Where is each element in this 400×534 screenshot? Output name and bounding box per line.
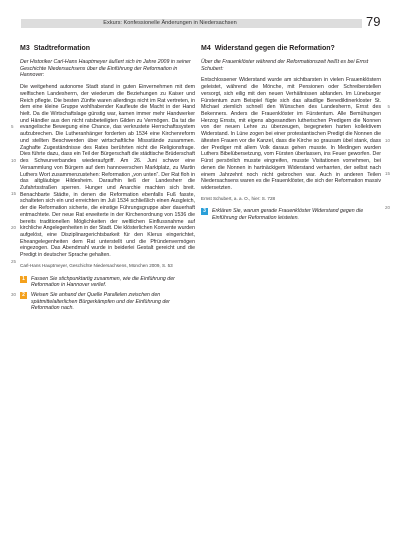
line-number: 20 xyxy=(11,225,17,231)
line-number: 15 xyxy=(384,171,390,177)
task-text: Fassen Sie stichpunktartig zusammen, wie die Einführung der Reformation in Hannover verlief. xyxy=(31,275,175,289)
m4-heading xyxy=(201,44,381,54)
line-number: 10 xyxy=(384,138,390,144)
m3-source: Carl-Hans Hauptmeyer, Geschichte Niedersachsens, München 2009, S. 53 xyxy=(20,262,173,268)
m4-section xyxy=(201,44,390,225)
m4-intro: Über die Frauenklöster während der Reformationszeit heißt es bei Ernst Schubert: xyxy=(201,59,369,72)
m4-title: Widerstand gegen die Reformation? xyxy=(214,45,335,52)
line-number: 5 xyxy=(387,104,390,110)
m3-title: Stadtreformation xyxy=(33,45,91,52)
m4-source: Ernst Schubert, a. a. O., hier: S. 728 xyxy=(201,195,276,201)
page-number: 79 xyxy=(366,14,381,29)
m4-number: M4 xyxy=(201,45,211,52)
line-number: 25 xyxy=(11,259,17,265)
task-text: Erklären Sie, warum gerade Frauenklöster Widerstand gegen die Einführung der Reformation leisteten. xyxy=(212,208,364,222)
line-number: 5 xyxy=(11,124,14,130)
m3-number: M3 xyxy=(20,45,30,52)
task-text: Weisen Sie anhand der Quelle Parallelen zwischen den spätmittelalterlichen Bürgerkämpfen und der Einführung der Reformation nach. xyxy=(31,292,170,312)
line-number: 10 xyxy=(11,158,17,164)
line-number: 30 xyxy=(11,292,17,298)
m3-heading xyxy=(20,44,195,54)
task-1 xyxy=(20,276,195,289)
m4-body-text: Entschlossener Widerstand wurde am sichtbarsten in vielen Frauenklöstern geleistet, während die Mönche, mit Pensionen oder Schreiberstellen versorgt, sich eilig mit den neuen Verhältnissen abfanden. Im Lüneburger Fürstentum zum Beispiel fügte sich das altadlige Benediktinerkloster St. Michael ziemlich schnell den Wünschen des Landesherrn, Ernst des Bekenners. Anders die Frauenklöster im Fürstentum. Alle Bemühungen Herzog Ernsts, mit eigens abgesandten lutherischen Predigern die Nonnen von der neuen Lehre zu überzeugen, begegneten harten kollektivem Widerstand. In Lüne zogen bei einer protestantischen Predigt die Nonnen die ältesten Frauen vor die Kanzel, dass die Kirche so grausam übel stank, dass der Prediger mit allem Volk daraus gehen musste. In Medingen wurden Luthers Bibelübersetzung, vom Fürsten überlassen, ins Feuer geworfen. Der Fürst persönlich musste eingreifen, musste Visitationen vornehmen, bei denen die Nonnen in hartnäckigem Widerstand verharrten, der selbst nach einem Jahrzehnt noch nicht gebrochen war. Auch in anderen Teilen Niedersachsens waren es die Frauenklöster, die sich der Reformation massiv widersetzten. xyxy=(201,77,381,191)
line-number: 20 xyxy=(384,205,390,211)
line-number: 15 xyxy=(11,191,17,197)
task-2 xyxy=(20,292,195,312)
task-3 xyxy=(201,208,381,221)
task-number-badge: 3 xyxy=(201,208,208,215)
m3-intro: Der Historiker Carl-Hans Hauptmeyer äußert sich im Jahre 2009 in seiner Geschichte Niedersachsens über die Einführung der Reformation in Hannover: xyxy=(20,59,191,79)
page-header xyxy=(0,0,400,30)
task-number-badge: 1 xyxy=(20,276,27,283)
m3-body-text: Die weitgehend autonome Stadt stand in guten Einvernehmen mit dem welfischen Landesherrn, der wiederum die Beziehungen zu Kaiser und Reich pflegte. Die besten Zünfte waren allerdings nicht im Rat vertreten, in dem eine kleine Gruppe wohlhabender Kaufleute die Macht in der Hand hielt. Da die Wirtschaftslage günstig war, kamen immer mehr Handwerker und Händler aus den nicht ratsbeteiligten Gilden zu Vermögen. Da tat die evangelische Bewegung eine Chance, das verkrustete Herrschaftssystem aufzubrechen. Die Lutheranhänger forderten ab 1534 eine Kirchenreform und stellten Beschwerden über wirtschaftliche Missstände zusammen. Zaghafte Zugeständnisse des Rates berührten nicht die Religionsfrage. Dies führte dazu, dass ein Teil der Bürgerschaft die städtische Brüderschaft des Schwurverbandes wiederaufgriff. Am 26. Juni schwor eine Versammlung von Bürgern auf dem hannoverschen Marktplatz, zu Martin Luthers Wort zusammenzustehen: Reformation „von unten“. Der Rat floh in das altgläubige Hildesheim. Daraufhin ließ der Landesherr die Zufahrtsstraßen sperren. Hunger und Anarchie machten sich breit. Benachbarte Städte, in denen die Reformation ebenfalls Fuß fasste, schalteten sich ein und erreichten im Juli 1534 schließlich einen Ausgleich, der die Reformation sicherte, die einstige Führungsgruppe aber dauerhaft entmachtete. Der neue Rat erweiterte in der Kirchenordnung von 1536 die bereits traditionellen Möglichkeiten der weltlichen Einflussnahme auf kirchliche Angelegenheiten in der Stadt. Die klösterlichen Konvente wurden aufgelöst, eine Disziplinargerichtsbarkeit für den Klerus eingerichtet, Eheangelegenheiten dem Rat unterstellt und die Pfründenvermögen eingezogen. Das Abendmahl wurde in beiderlei Gestalt gereicht und die Predigt in deutscher Sprache gehalten. xyxy=(20,84,195,259)
m3-section xyxy=(11,44,195,315)
chapter-title: Exkurs: Konfessionelle Änderungen in Niedersachsen xyxy=(103,20,237,26)
task-number-badge: 2 xyxy=(20,292,27,299)
